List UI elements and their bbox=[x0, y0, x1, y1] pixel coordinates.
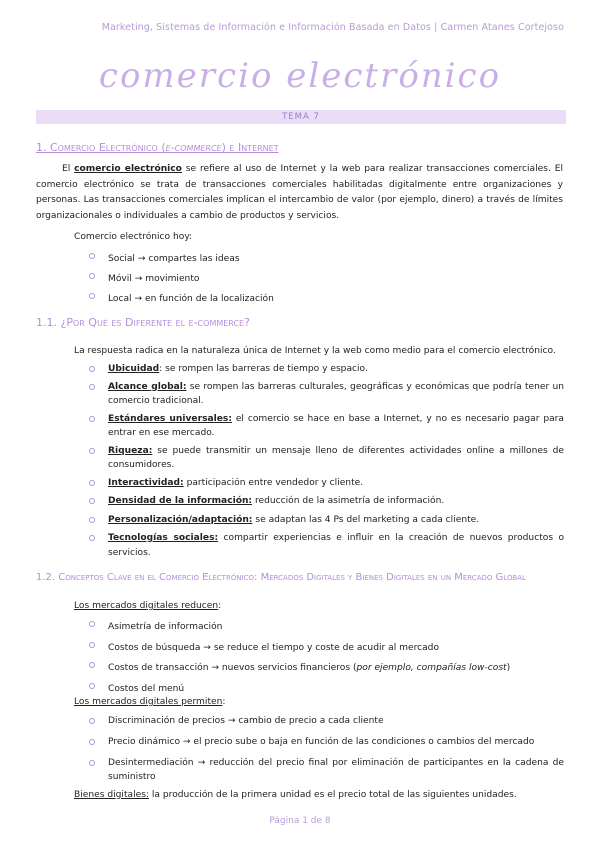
list-item: Tecnologías sociales: compartir experiencias e influir en la creación de nuevos productos o servicios. bbox=[88, 531, 564, 560]
section-1-1-intro: La respuesta radica en la naturaleza única de Internet y la web como medio para el comercio electrónico. bbox=[74, 346, 556, 356]
topic-band: TEMA 7 bbox=[36, 110, 566, 124]
list-item: Desintermediación → reducción del precio final por eliminación de participantes en la cadena de suministro bbox=[88, 756, 564, 784]
ecommerce-today-label: Comercio electrónico hoy: bbox=[74, 232, 193, 242]
ecommerce-features-list bbox=[88, 362, 564, 560]
section-1-1-heading: 1.1. ¿Por Qué es Diferente el e-commerce? bbox=[36, 316, 250, 329]
list-item: Costos de búsqueda → se reduce el tiempo y coste de acudir al mercado bbox=[88, 638, 564, 659]
ecommerce-today-list bbox=[88, 249, 564, 309]
list-item: Móvil → movimiento bbox=[88, 269, 564, 289]
page-header: Marketing, Sistemas de Información e Información Basada en Datos | Carmen Atanes Cortejoso bbox=[101, 22, 564, 33]
list-item: Densidad de la información: reducción de la asimetría de información. bbox=[88, 494, 564, 509]
permit-label: Los mercados digitales permiten: bbox=[74, 697, 226, 707]
list-item: Local → en función de la localización bbox=[88, 289, 564, 309]
list-item: Asimetría de información bbox=[88, 617, 564, 638]
section-1-heading: 1. Comercio Electrónico (e-commerce) e Internet bbox=[36, 141, 279, 154]
reduce-list bbox=[88, 617, 564, 699]
page-number: Página 1 de 8 bbox=[269, 816, 331, 826]
section-1-paragraph: El comercio electrónico se refiere al uso de Internet y la web para realizar transacciones comerciales. El comercio electrónico se trata de transacciones comerciales habilitadas digitalmente entre organizaciones y personas. Las transacciones comerciales implican el intercambio de valor (por ejemplo, dinero) a través de límites organizacionales o individuales a cambio de productos y servicios. bbox=[36, 164, 563, 221]
list-item: Riqueza: se puede transmitir un mensaje lleno de diferentes actividades online a millones de consumidores. bbox=[88, 444, 564, 473]
list-item: Discriminación de precios → cambio de precio a cada cliente bbox=[88, 714, 564, 728]
list-item: Personalización/adaptación: se adaptan las 4 Ps del marketing a cada cliente. bbox=[88, 513, 564, 528]
section-1-2-heading: 1.2. Conceptos Clave en el Comercio Electrónico: Mercados Digitales y Bienes Digitales en un Mercado Global bbox=[36, 572, 526, 583]
list-item: Costos del menú bbox=[88, 679, 564, 700]
digital-goods-line: Bienes digitales: la producción de la primera unidad es el precio total de las siguientes unidades. bbox=[74, 790, 517, 800]
list-item: Estándares universales: el comercio se hace en base a Internet, y no es necesario pagar para entrar en ese mercado. bbox=[88, 412, 564, 441]
list-item: Costos de transacción → nuevos servicios financieros (por ejemplo, compañías low-cost) bbox=[88, 658, 564, 679]
document-title: comercio electrónico bbox=[98, 56, 502, 96]
list-item: Precio dinámico → el precio sube o baja en función de las condiciones o cambios del mercado bbox=[88, 735, 564, 749]
list-item: Alcance global: se rompen las barreras culturales, geográficas y económicas que podría tener un comercio tradicional. bbox=[88, 380, 564, 409]
list-item: Ubicuidad: se rompen las barreras de tiempo y espacio. bbox=[88, 362, 564, 377]
permit-list bbox=[88, 714, 564, 784]
reduce-label: Los mercados digitales reducen: bbox=[74, 601, 222, 611]
list-item: Interactividad: participación entre vendedor y cliente. bbox=[88, 476, 564, 491]
list-item: Social → compartes las ideas bbox=[88, 249, 564, 269]
